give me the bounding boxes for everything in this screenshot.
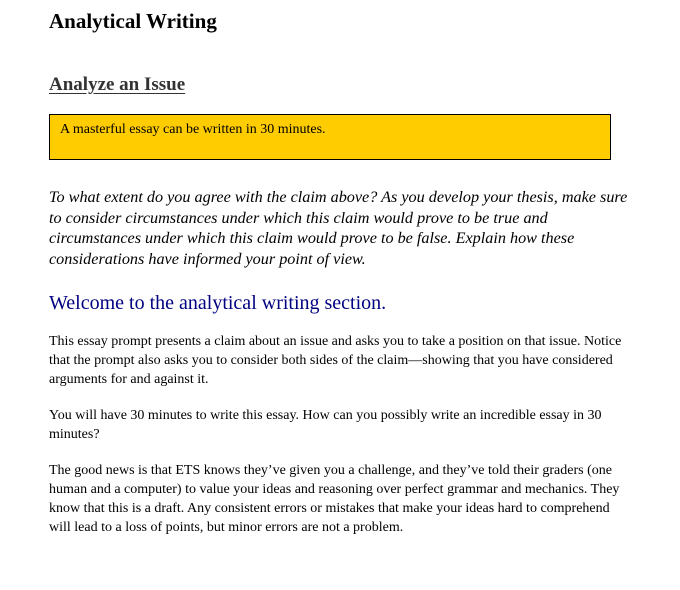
welcome-heading: Welcome to the analytical writing section. bbox=[49, 292, 387, 314]
claim-text: A masterful essay can be written in 30 minutes. bbox=[60, 122, 326, 137]
claim-box bbox=[49, 114, 611, 160]
body-paragraph: You will have 30 minutes to write this essay. How can you possibly write an incredible essay in 30 minutes? bbox=[49, 408, 602, 442]
body-paragraph: The good news is that ETS knows they’ve given you a challenge, and they’ve told their graders (one human and a computer) to value your ideas and reasoning over perfect grammar and mechanics. They know that this is a draft. Any consistent errors or mistakes that make your ideas hard to comprehend will lead to a loss of points, but minor errors are not a problem. bbox=[49, 463, 620, 535]
body-paragraph: This essay prompt presents a claim about an issue and asks you to take a position on that issue. Notice that the prompt also asks you to consider both sides of the claim—showing that you have considered arguments for and against it. bbox=[49, 334, 622, 387]
section-heading: Analyze an Issue bbox=[49, 74, 186, 95]
essay-prompt: To what extent do you agree with the claim above? As you develop your thesis, make sure to consider circumstances under which this claim would prove to be true and circumstances under which this claim would prove to be false. Explain how these considerations have informed your point of view. bbox=[49, 188, 628, 268]
document-title: Analytical Writing bbox=[49, 9, 217, 33]
